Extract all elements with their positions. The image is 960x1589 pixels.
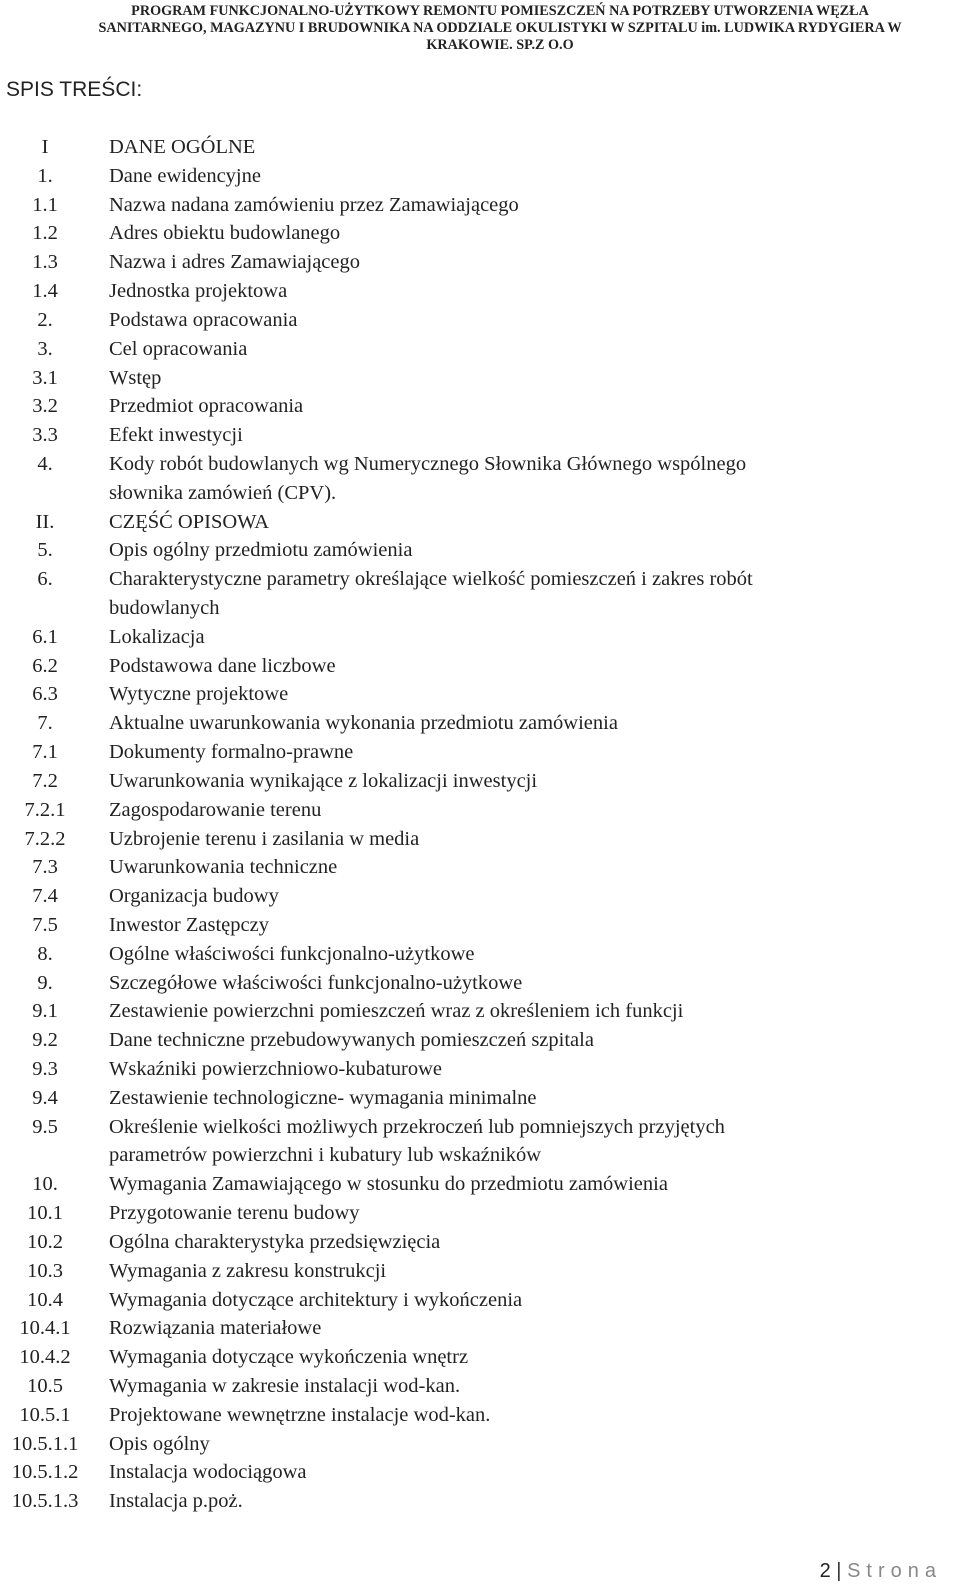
toc-entry-number: 7.2.2 — [24, 827, 66, 850]
toc-entry — [0, 1170, 960, 1199]
page-number: 2 — [819, 1560, 831, 1582]
toc-entry-text: Dane techniczne przebudowywanych pomieszczeń szpitala — [109, 1029, 594, 1052]
toc-entry — [0, 191, 960, 220]
toc-entry-number: 9.3 — [32, 1058, 58, 1080]
toc-entry-text: Szczegółowe właściwości funkcjonalno-użytkowe — [109, 971, 523, 994]
toc-entry-number: 8. — [37, 942, 53, 965]
toc-entry-text: Określenie wielkości możliwych przekroczeń lub pomniejszych przyjętych parametrów powierzchni i kubatury lub wskaźników — [109, 1115, 725, 1167]
toc-entry — [0, 565, 960, 623]
toc-entry-number: 6.1 — [32, 625, 58, 648]
toc-entry — [0, 882, 960, 911]
toc-entry-text: Podstawowa dane liczbowe — [109, 654, 336, 677]
header-line-3: KRAKOWIE. SP.Z O.O — [426, 37, 574, 53]
toc-entry — [0, 738, 960, 767]
toc-entry-number: 7.3 — [32, 856, 58, 879]
toc-entry-number: 9.4 — [32, 1086, 58, 1109]
toc-entry — [0, 796, 960, 825]
toc-entry — [0, 623, 960, 652]
toc-entry — [0, 911, 960, 940]
toc-entry-text: Wytyczne projektowe — [109, 683, 289, 706]
toc-entry-text: Dane ewidencyjne — [109, 164, 261, 187]
toc-entry-text: CZĘŚĆ OPISOWA — [109, 510, 270, 533]
toc-entry-number: 7.4 — [32, 885, 58, 908]
toc-entry-number: 1.3 — [32, 251, 58, 274]
page-footer — [820, 1560, 942, 1583]
toc-entry-number: 10.4.2 — [19, 1346, 71, 1369]
toc-entry-number: 3. — [37, 337, 53, 360]
toc-entry-text: Organizacja budowy — [109, 885, 279, 908]
toc-entry-number: 10.4.1 — [19, 1317, 71, 1340]
toc-entry — [0, 421, 960, 450]
toc-entry — [0, 969, 960, 998]
footer-label: Strona — [847, 1560, 942, 1582]
toc-entry-number: 3.1 — [32, 366, 58, 389]
toc-entry-number: 7. — [37, 712, 53, 735]
toc-entry — [0, 1257, 960, 1286]
toc-entry-number: 1.1 — [32, 193, 58, 216]
toc-entry — [0, 162, 960, 191]
toc-entry-number: 7.1 — [32, 741, 58, 764]
toc-entry-text: Nazwa i adres Zamawiającego — [109, 251, 360, 274]
toc-entry-text: Wstęp — [109, 366, 162, 389]
toc-entry-number: 7.5 — [32, 913, 58, 936]
toc-entry — [0, 1084, 960, 1113]
toc-entry-text: Nazwa nadana zamówieniu przez Zamawiającego — [109, 193, 519, 216]
toc-entry-text: Rozwiązania materiałowe — [109, 1317, 322, 1340]
toc-entry-number: 2. — [37, 308, 53, 331]
toc-entry-number: 10.5.1 — [19, 1403, 71, 1426]
toc-entry — [0, 133, 960, 162]
toc-entry-text: Ogólne właściwości funkcjonalno-użytkowe — [109, 942, 475, 965]
toc-entry — [0, 1228, 960, 1257]
toc-entry-text: Instalacja p.poż. — [109, 1490, 243, 1513]
toc-entry-number: 7.2.1 — [24, 798, 66, 821]
toc-entry — [0, 219, 960, 248]
toc-entry — [0, 1343, 960, 1372]
toc-entry-text: Wymagania dotyczące architektury i wykończenia — [109, 1288, 523, 1311]
toc-entry-text: Uwarunkowania wynikające z lokalizacji inwestycji — [109, 769, 538, 792]
toc-entry — [0, 508, 960, 537]
toc-entry-text: Przedmiot opracowania — [109, 395, 304, 418]
toc-entry-number: 1. — [37, 164, 53, 187]
toc-entry — [0, 392, 960, 421]
toc-entry-text: Instalacja wodociągowa — [109, 1461, 307, 1484]
toc-entry-text: Przygotowanie terenu budowy — [109, 1202, 360, 1225]
toc-entry-number: 6.2 — [32, 654, 58, 677]
toc-entry — [0, 1430, 960, 1459]
toc-entry-text: Inwestor Zastępczy — [109, 913, 269, 936]
header-line-1: PROGRAM FUNKCJONALNO-UŻYTKOWY REMONTU POMIESZCZEŃ NA POTRZEBY UTWORZENIA WĘZŁA — [131, 3, 869, 19]
toc-entry-number: 10.1 — [27, 1202, 63, 1225]
toc-entry — [0, 1487, 960, 1516]
toc-entry — [0, 364, 960, 393]
toc-entry-text: Opis ogólny przedmiotu zamówienia — [109, 539, 413, 562]
document-header — [50, 3, 950, 54]
toc-entry — [0, 1401, 960, 1430]
toc-entry-number: 1.4 — [32, 280, 58, 303]
toc-entry-number: 10.3 — [27, 1259, 63, 1282]
toc-entry-number: 9. — [37, 971, 53, 994]
toc-entry — [0, 1286, 960, 1315]
toc-entry — [0, 1458, 960, 1487]
toc-entry-text: Wymagania dotyczące wykończenia wnętrz — [109, 1346, 469, 1369]
toc-entry — [0, 1372, 960, 1401]
toc-entry-text: Lokalizacja — [109, 625, 205, 648]
toc-entry-number: 5. — [37, 539, 53, 562]
toc-entry-number: 10.2 — [27, 1230, 63, 1253]
toc-entry — [0, 1055, 960, 1084]
toc-entry-text: Jednostka projektowa — [109, 280, 288, 303]
toc-entry-number: 9.5 — [32, 1115, 58, 1138]
toc-entry-text: Zestawienie technologiczne- wymagania minimalne — [109, 1086, 537, 1109]
toc-entry-number: 7.2 — [32, 769, 58, 792]
toc-entry — [0, 652, 960, 681]
toc-entry-number: 9.2 — [32, 1029, 58, 1052]
toc-entry — [0, 306, 960, 335]
header-line-2: SANITARNEGO, MAGAZYNU I BRUDOWNIKA NA ODDZIALE OKULISTYKI W SZPITALU im. LUDWIKA RYDYGIERA W — [98, 20, 902, 36]
toc-entry — [0, 767, 960, 796]
toc-entry — [0, 680, 960, 709]
toc-entry — [0, 450, 960, 508]
toc-entry — [0, 1314, 960, 1343]
toc-entry — [0, 997, 960, 1026]
toc-entry-text: Uzbrojenie terenu i zasilania w media — [109, 827, 420, 850]
toc-entry-number: II. — [35, 510, 55, 533]
toc-entry-text: Podstawa opracowania — [109, 308, 298, 331]
toc-entry-text: Kody robót budowlanych wg Numerycznego Słownika Głównego wspólnego słownika zamówień (CPV). — [109, 452, 747, 504]
toc-entry-text: DANE OGÓLNE — [109, 136, 256, 158]
toc-entry — [0, 248, 960, 277]
toc-entry-text: Aktualne uwarunkowania wykonania przedmiotu zamówienia — [109, 712, 618, 735]
toc-entry-number: 3.3 — [32, 424, 58, 447]
footer-separator: | — [836, 1560, 842, 1582]
toc-entry — [0, 1026, 960, 1055]
toc-entry-number: 1.2 — [32, 222, 58, 245]
toc-entry — [0, 709, 960, 738]
toc-entry-text: Wymagania z zakresu konstrukcji — [109, 1259, 387, 1282]
toc-entry-text: Cel opracowania — [109, 337, 248, 360]
toc-entry-number: 10.5 — [27, 1374, 63, 1397]
toc-entry — [0, 825, 960, 854]
toc-entry-number: 10.4 — [27, 1288, 63, 1311]
toc-entry-number: 6.3 — [32, 683, 58, 706]
toc-entry-text: Opis ogólny — [109, 1432, 210, 1455]
toc-entry-number: I — [41, 136, 49, 158]
toc-entry — [0, 1113, 960, 1171]
toc-entry-number: 10.5.1.2 — [11, 1461, 79, 1484]
toc-entry-number: 6. — [37, 568, 53, 591]
toc-entry — [0, 335, 960, 364]
table-of-contents — [0, 133, 960, 1516]
toc-entry — [0, 940, 960, 969]
toc-entry-text: Wymagania Zamawiającego w stosunku do przedmiotu zamówienia — [109, 1173, 668, 1196]
toc-entry-number: 3.2 — [32, 395, 58, 418]
toc-entry-text: Uwarunkowania techniczne — [109, 856, 338, 879]
toc-entry-text: Wskaźniki powierzchniowo-kubaturowe — [109, 1058, 443, 1080]
toc-entry — [0, 853, 960, 882]
toc-entry-number: 4. — [37, 452, 53, 475]
toc-entry-text: Wymagania w zakresie instalacji wod-kan. — [109, 1374, 461, 1397]
toc-entry-text: Dokumenty formalno-prawne — [109, 741, 354, 764]
toc-entry-number: 10.5.1.3 — [11, 1490, 79, 1513]
toc-entry-text: Zestawienie powierzchni pomieszczeń wraz z określeniem ich funkcji — [109, 1000, 684, 1023]
toc-entry-text: Projektowane wewnętrzne instalacje wod-kan. — [109, 1403, 491, 1426]
toc-entry-text: Ogólna charakterystyka przedsięwzięcia — [109, 1230, 441, 1253]
toc-title: SPIS TREŚCI: — [6, 78, 143, 101]
toc-entry-text: Charakterystyczne parametry określające wielkość pomieszczeń i zakres robót budowlanych — [109, 568, 753, 619]
toc-entry — [0, 536, 960, 565]
toc-entry-text: Adres obiektu budowlanego — [109, 222, 341, 245]
toc-entry-text: Efekt inwestycji — [109, 424, 243, 447]
toc-entry-text: Zagospodarowanie terenu — [109, 798, 322, 821]
toc-entry — [0, 1199, 960, 1228]
toc-entry-number: 10.5.1.1 — [11, 1432, 79, 1455]
toc-entry — [0, 277, 960, 306]
toc-entry-number: 9.1 — [32, 1000, 58, 1023]
toc-entry-number: 10. — [32, 1173, 58, 1196]
